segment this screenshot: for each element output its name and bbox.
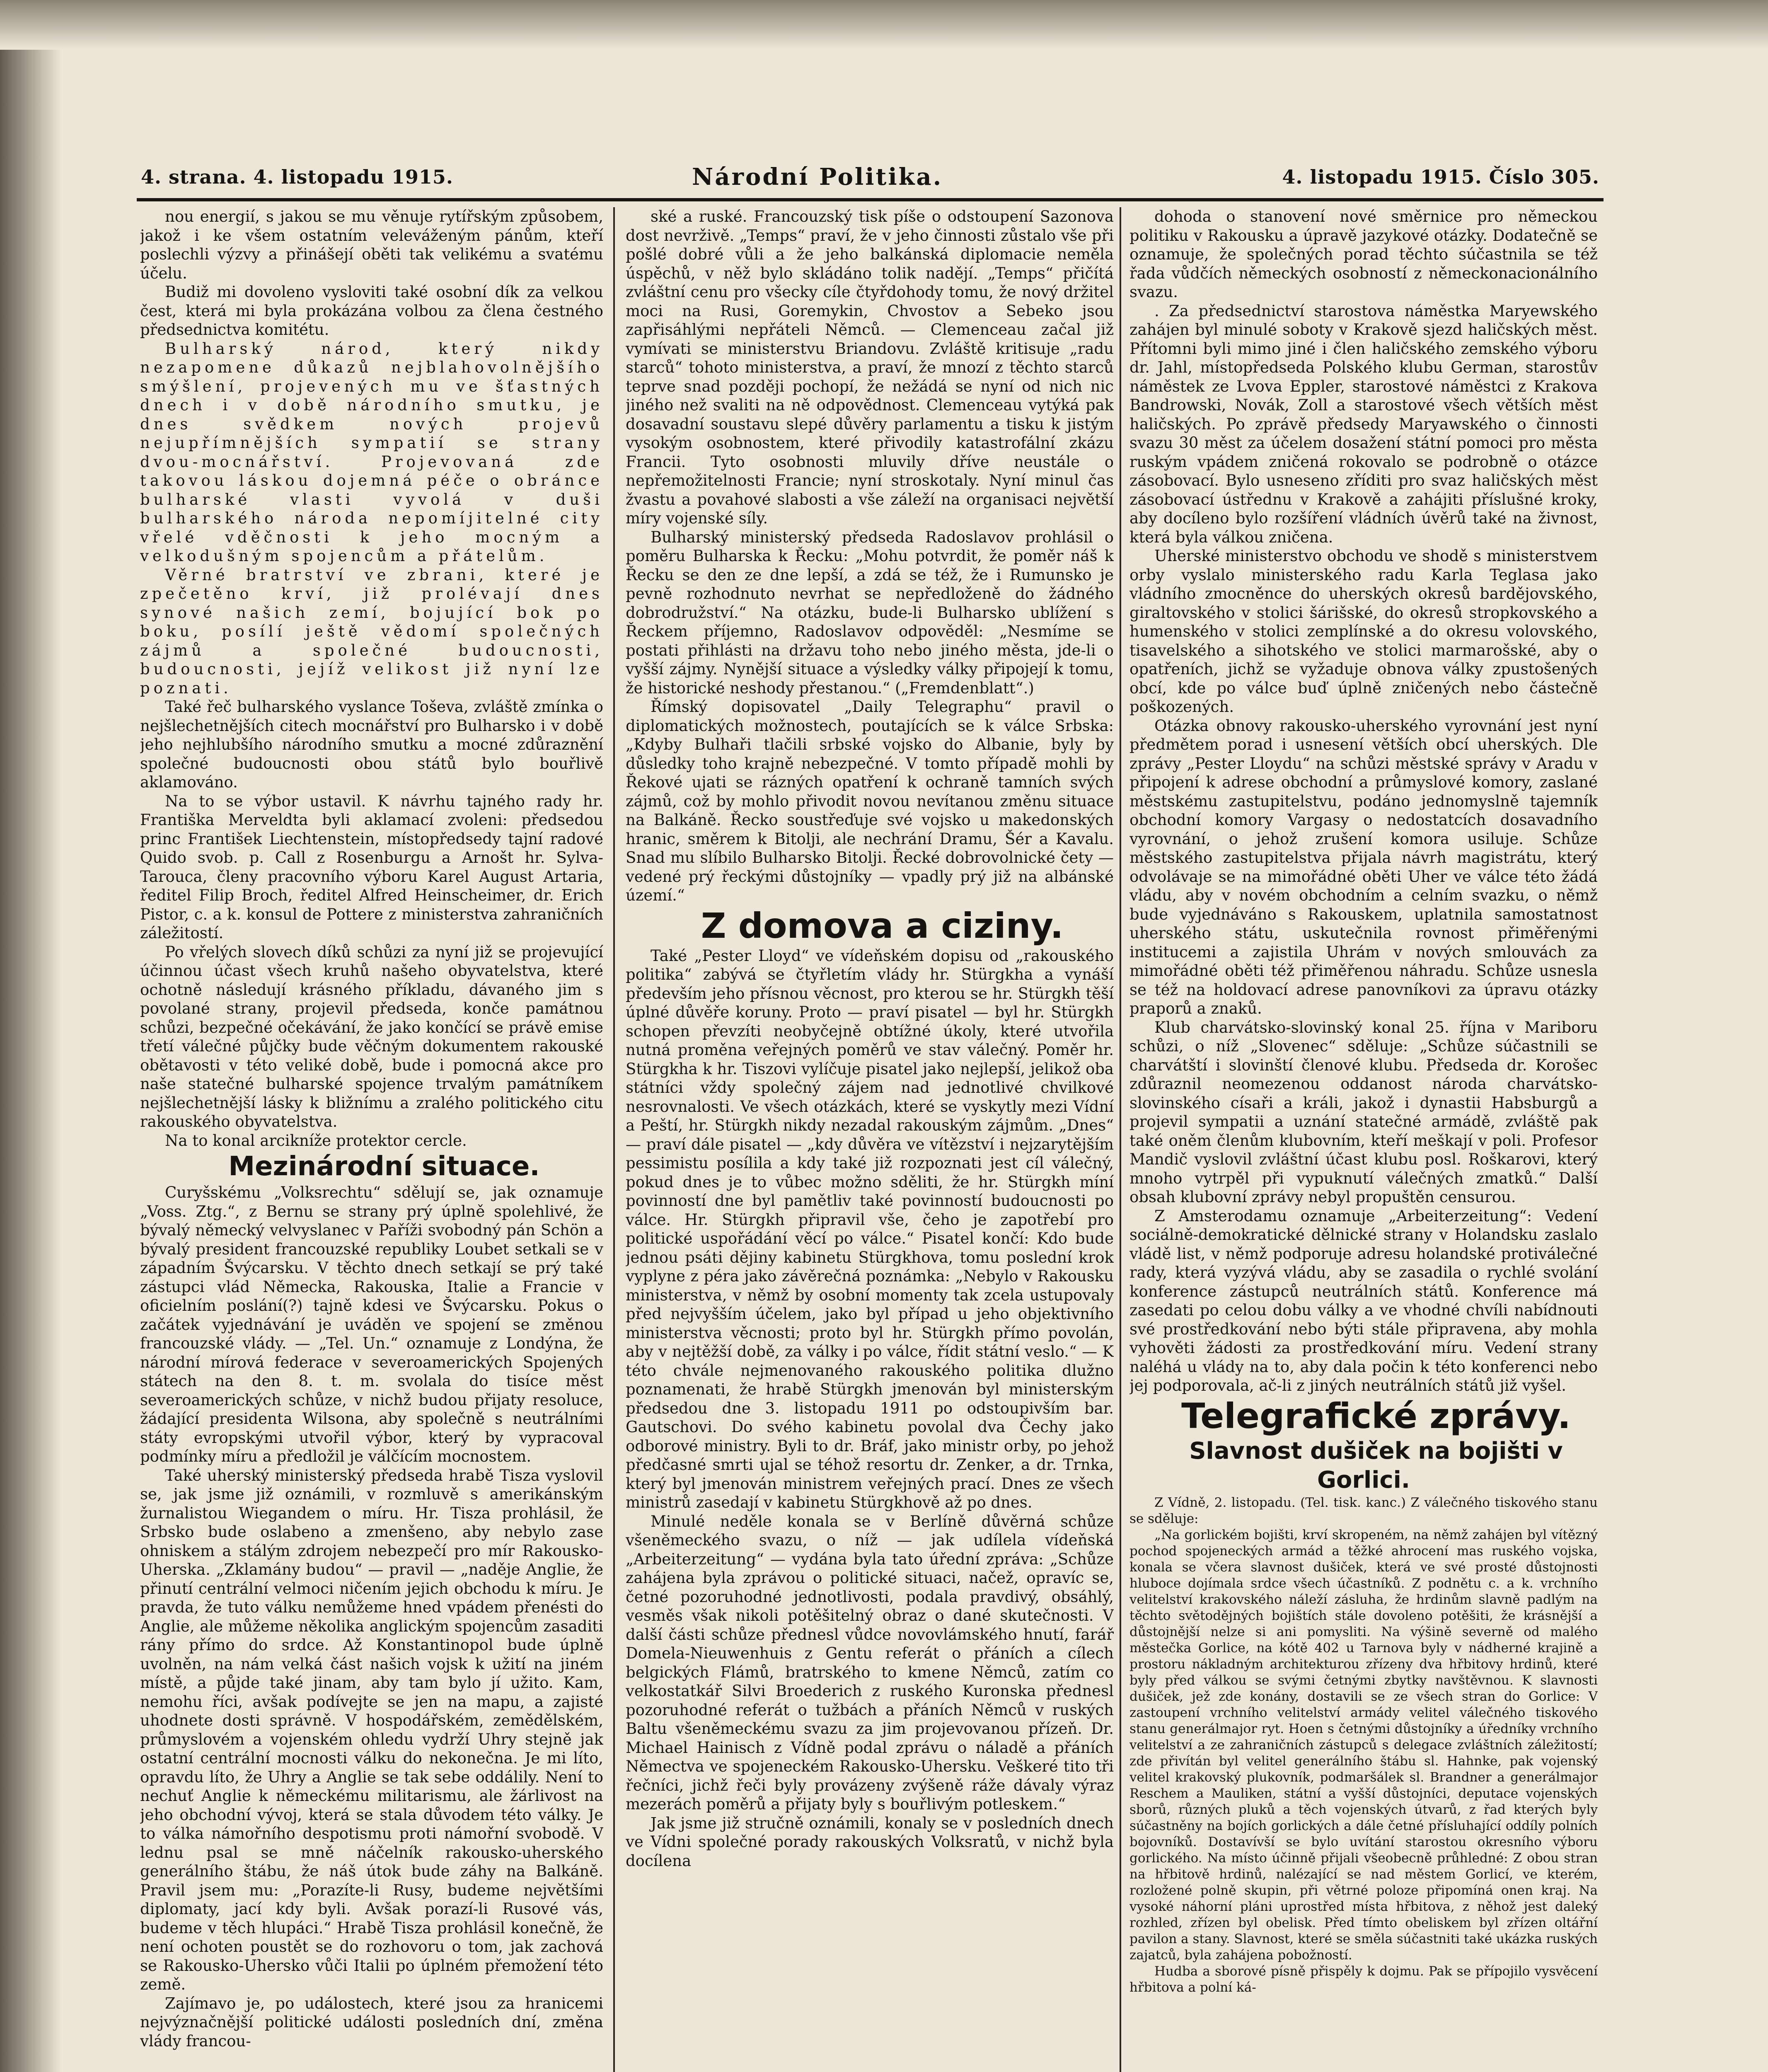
section-heading-domestic: Z domova a ciziny. [701,905,1064,946]
header-issue-number: 4. listopadu 1915. Číslo 305. [1282,166,1599,188]
paragraph: Otázka obnovy rakousko-uherského vyrovnání jest nyní předmětem porad i usnesení větších obcí uherských. Dle zprávy „Pester Lloydu“ na schůzi městské správy v Aradu v připojení k adrese obchodní a průmyslové komory, zaslané městskému zastupitelstvu, podáno jednomyslně tajemník obchodní komory Vargasy o nedostatcích dosavadního vyrovnání, o jehož zrušení komora usiluje. Schůze městského zastupitelstva přijala návrh magistrátu, který odvolávaje se na mimořádné oběti Uher ve válce této žádá vládu, aby v novém obchodním a celním svazku, o němž bude vyjednáváno s Rakouskem, uplatnila samostatnost uherského státu, uskutečnila rovnost přiměřenými institucemi a zajistila Uhrám v nových smlouvách za mimořádné oběti též přiměřenou náhradu. Schůze usnesla se též na holdovací adrese panovníkovi za úpravu otázky praporů a znaků. [1129,716,1598,1017]
paragraph: Budiž mi dovoleno vysloviti také osobní dík za velkou čest, která mi byla prokázána volbou za člena čestného předsednictva komitétu. [140,283,603,339]
paragraph: Uherské ministerstvo obchodu ve shodě s ministerstvem orby vyslalo ministerského radu Karla Teglasa jako vládního zmocněnce do uherských okresů bardějovského, giraltovského v stolici šárišské, do okresů stropkovského a humenského v stolici zemplínské a do okresu volovského, tisavelského a sihotského ve stolici marmarošské, aby o opatřeních, jichž se vyžaduje obnova války zpustošených obcí, kde po válce buď úplně zničených nebo částečně poškozených. [1129,547,1598,716]
column-rule-1 [613,207,615,2072]
header-rule [137,198,1604,201]
column-1 [140,207,603,2072]
header-page-date: 4. strana. 4. listopadu 1915. [141,166,453,188]
column-rule-2 [1120,207,1121,2072]
article-subheading: Slavnost dušiček na bojišti v Gorlici. [1189,1437,1563,1493]
masthead-title: Národní Politika. [692,163,943,191]
page-edge-shadow [0,0,62,2072]
paragraph: nou energií, s jakou se mu věnuje rytířským způsobem, jakož i ke všem ostatním veleváženým pánům, kteří poslechli výzvy a přinášejí oběti tak velikému a svatému účelu. [140,208,603,282]
dateline: Z Vídně, 2. listopadu. (Tel. tisk. kanc.) Z válečného tiskového stanu se sděluje: [1129,1495,1598,1526]
paragraph: Zajímavo je, po událostech, které jsou za hranicemi nejvýznačnější politické události posledních dní, změna vlády francou- [140,1994,603,2050]
paragraph: „Na gorlickém bojišti, krví skropeném, na němž zahájen byl vítězný pochod spojeneckých armád a těžké ahrocení mas ruského vojska, konala se včera slavnost dušiček, která ve své prosté důstojnosti hluboce dojímala srdce všech účastníků. Z podnětu c. a k. vrchního velitelství krakovského náleží zásluha, že hrdinům slavně padlým na těchto světodějných bojištích stále dovoleno potěšiti, že krásnější a důstojnější nelze si ani pomysliti. Na výšině severně od malého městečka Gorlice, na kótě 402 u Tarnova byly v nádherné krajině a prostoru nákladným architekturou zřízeny dva hřbitovy hrdinů, které byly před válkou se svými četnými zbytky navštěvnou. K slavnosti dušiček, jež zde konány, dostavili se ze všech stran do Gorlice: V zastoupení vrchního velitelství armády velitel válečného tiskového stanu generálmajor ryt. Hoen s četnými důstojníky a úředníky vrchního velitelství a ze zahraničních zástupců s delegace zvláštních záležitostí; zde přivítán byl velitel generálního štábu sl. Hahnke, pak vojenský velitel krakovský plukovník, podmaršálek sl. Brandner a generálmajor Reschem a Mauliken, státní a vyšší důstojníci, deputace vojenských sborů, různých pluků a těch vojenských útvarů, z řad kterých byly súčastněny na bojích gorlických a dále četné přísluhající oddíly polních bojovníků. Dostavívší se bylo uvítání starostou okresního výboru gorlického. Na místo účinně přijali všeobecně průhledné: Z obou stran na hřbitově hrdinů, nalézající se nad městem Gorlicí, ve kterém, rozložené polně skupin, při větrné poloze připomíná onen kraj. Na vysoké náhorní pláni uprostřed místa hřbitova, z něhož jest daleký rozhled, zřízen byl obelisk. Před tímto obeliskem byl zřízen oltářní pavilon a stany. Slavnost, které se směla súčastniti také ukázka ruských zajatců, byla zahájena pobožností. [1129,1527,1598,1963]
running-header [141,162,1599,195]
paragraph: Klub charvátsko-slovinský konal 25. října v Mariboru schůzi, o níž „Slovenec“ sděluje: „Schůze súčastnili se charvátští i slovinští členové klubu. Předseda dr. Korošec zdůraznil neomezenou oddanost národa charvátsko-slovinského císaři a králi, jakož i dynastii Habsburgů a projevil sympatii a uznání statečné armádě, zvláště pak také oněm členům klubovním, kteří meškají v poli. Profesor Mandič vyslovil zvláštní účast klubu posl. Roškarovi, který mnoho vytrpěl při vypuknutí válečných zmatků.“ Další obsah klubovní zprávy nebyl propuštěn censurou. [1129,1018,1598,1206]
paragraph: Bulharský národ, který nikdy nezapomene důkazů nejblahovolnějšího smýšlení, projevených mu ve šťastných dnech i v době národního smutku, je dnes svědkem nových projevů nejupřímnějších sympatií se strany dvou-mocnářství. Projevovaná zde takovou láskou dojemná péče o obránce bulharské vlasti vyvolá v duši bulharského národa nepomíjitelné city vřelé vděčnosti k jeho mocným a velkodušným spojencům a přátelům. [140,339,603,565]
paragraph: Také řeč bulharského vyslance Toševa, zvláště zmínka o nejšlechetnějších citech mocnářství pro Bulharsko i v době jeho nejhlubšího národního smutku a mocné zdůraznění společné budoucnosti obou států bylo bouřlivě aklamováno. [140,698,603,791]
paragraph: Hudba a sborové písně přispěly k dojmu. Pak se přípojilo vysvěcení hřbitova a polní ká- [1129,1963,1598,1995]
paragraph: Také „Pester Lloyd“ ve vídeňském dopisu od „rakouského politika“ zabývá se čtyřletím vlády hr. Stürgkha a vynáší především jeho přísnou věcnost, pro kterou se hr. Stürgkh těší úplné důvěře koruny. Proto — praví pisatel — byl hr. Stürgkh schopen převzíti neobyčejně obtížné úkoly, které utvořila nutná proměna veřejných poměrů ve stav válečný. Poměr hr. Stürgkha k hr. Tiszovi vylíčuje pisatel jako nejlepší, jelikož oba státníci vždy společný zájem nad jednotlivé chvilkové nesrovnalosti. Ve všech otázkách, které se vyskytly mezi Vídní a Peští, hr. Stürgkh nikdy nezadal rakouským zájmům. „Dnes“ — praví dále pisatel — „kdy důvěra ve vítězství i nejzarytějším pessimistu posílila a kdy také již rozpoznati jest cíl válečný, pokud dnes je to vůbec možno sděliti, že hr. Stürgkh míní povinností dne byl pamětliv také povinností budoucnosti po válce. Hr. Stürgkh připravil vše, čeho je zapotřebí pro politické uspořádání věcí po válce.“ Pisatel končí: Kdo bude jednou psáti dějiny kabinetu Stürgkhova, tomu poslední krok vyplyne z péra jako závěrečná poznámka: „Nebylo v Rakousku ministerstva, v němž by osobní momenty tak zcela ustupovaly před nejvyšším účelem, jako byl případ u jeho objektivního ministerstva věcnosti; proto byl hr. Stürgkh přímo povolán, aby v nejtěžší době, za války i po válce, řídit státní veslo.“ — K této chvále nejmenovaného rakouského politika dlužno poznamenati, že hrabě Stürgkh jmenován byl ministerským předsedou dne 3. listopadu 1911 po odstoupivším bar. Gautschovi. Do svého kabinetu povolal dva Čechy jako odborové ministry. Byli to dr. Bráf, jako ministr orby, po jehož předčasné smrti ujal se téhož resortu dr. Zenker, a dr. Trnka, který byl jmenován ministrem veřejných prací. Dnes ze všech ministrů zasedají v kabinetu Stürgkhově až po dnes. [626,946,1114,1511]
paragraph: Minulé neděle konala se v Berlíně důvěrná schůze všeněmeckého svazu, o níž — jak udílela vídeňská „Arbeiterzeitung“ — vydána byla tato úřední zpráva: „Schůze zahájena byla zprávou o politické situaci, načež, opravíc se, četné pozoruhodné jednotlivosti, podala pravdivý, obsáhlý, vesměs však nikoli potěšitelný obraz o dané skutečnosti. V další části schůze přednesl vůdce novovlámského hnutí, farář Domela-Nieuwenhuis z Gentu referát o přáních a cílech belgických Flámů, bratrského to kmene Němců, zatím co velkostatkář Silvi Broederich z ruského Kuronska přednesl pozoruhodné referát o tužbách a přáních Němců v ruských Baltu všeněmeckému svazu za jim projevovanou přízeň. Dr. Michael Hainisch z Vídně podal zprávu o náladě a přáních Němectva ve spojeneckém Rakousko-Uhersku. Veškeré tito tři řečníci, jichž řeči byly provázeny zvýšeně ráže dávaly výraz mezerách poměrů a přijaty byly s bouřlivým potleskem.“ [626,1512,1114,1813]
paragraph: Z Amsterodamu oznamuje „Arbeiterzeitung“: Vedení sociálně-demokratické dělnické strany v Holandsku zaslalo vládě list, v němž podporuje adresu holandské protiválečné rady, která vyzývá vládu, aby se zasadila o rychlé svolání konference zástupců neutrálních států. Konference má zasedati po celou dobu války a ve vhodné chvíli nabídnouti své prostředkování nebo býti stále připravena, aby mohla vyhověti žádosti za prostředkování míru. Vedení strany naléhá u vlády na to, aby dala počin k této konferenci nebo jej podporovala, ač-li z jiných neutrálních států již vyšel. [1129,1207,1598,1394]
paragraph: Také uherský ministerský předseda hrabě Tisza vyslovil se, jak jsme již oznámili, v rozmluvě s amerikánským žurnalistou Wiegandem o míru. Hr. Tisza prohlásil, že Srbsko bude oslabeno a zmenšeno, aby nebylo zase ohniskem a stálým zdrojem nebezpečí pro mír Rakousko-Uherska. „Zklamány budou“ — pravil — „naděje Anglie, že přinutí centrální velmoci ničením jejich obchodu k míru. Je pravda, že tuto válku nemůžeme hned vpádem přenésti do Anglie, ale můžeme několika anglickým spojencům zasaditi rány přímo do srdce. Až Konstantinopol bude úplně uvolněn, na nám velká část našich vojsk k užití na jiném místě, a půjde také jinam, aby tam bylo jí užito. Kam, nemohu říci, avšak podívejte se jen na mapu, a zajisté uhodnete dosti správně. V hospodářském, zemědělském, průmyslovém a vojenském ohledu vydrží Uhry stejně jak ostatní centrální mocnosti válku do nekonečna. Je mi líto, opravdu líto, že Uhry a Anglie se tak sebe oddálily. Není to nechuť Anglie k německému militarismu, ale žárlivost na jeho obchodní vývoj, která se stala důvodem této války. Je to válka námořního despotismu proti námořní svobodě. V lednu psal se mně náčelník rakousko-uherského generálního štábu, že náš útok bude záhy na Balkáně. Pravil jsem mu: „Porazíte-li Rusy, budeme největšími diplomaty, jací kdy byli. Avšak porazí-li Rusové vás, budeme v těch hlupáci.“ Hrabě Tisza prohlásil konečně, že není ochoten poustět se do rozhovoru o tom, jak zachová se Rakousko-Uhersko vůči Italii po úplném přemožení této země. [140,1466,603,1993]
paragraph: . Za předsednictví starostova náměstka Maryewského zahájen byl minulé soboty v Krakově sjezd haličských měst. Přítomni byli mimo jiné i člen haličského zemského výboru dr. Jahl, místopředseda Polského klubu German, starostův náměstek ze Lvova Eppler, starostové náměstci z Krakova Bandrowski, Novák, Zoll a starostové všech větších měst haličských. Po zprávě předsedy Maryawského o činnosti svazu 30 měst za účelem dosažení státní pomoci pro města ruským vpádem zničená rokovalo se podrobně o otázce zásobovací. Bylo usneseno zříditi pro svaz haličských měst zásobovací ústřednu v Krakově a zahájiti příslušné kroky, aby docíleno bylo rozšíření vládních úvěrů také na živnost, která byla válkou zničena. [1129,302,1598,546]
section-heading-international: Mezinárodní situace. [228,1151,540,1182]
paragraph: Bulharský ministerský předseda Radoslavov prohlásil o poměru Bulharska k Řecku: „Mohu potvrdit, že poměr náš k Řecku se den ze dne lepší, a zdá se též, že i Rumunsko je pevně rozhodnuto nevrhat se nepředloženě do žádného dobrodružství.“ Na otázku, bude-li Bulharsko ublížení s Řeckem příjemno, Radoslavov odpověděl: „Nesmíme se postati přihlásti na državu toho nebo jiného města, jde-li o vyšší zájmy. Nynější situace a výsledky války připojejí k tomu, že historické neshody přestanou.“ („Fremdenblatt“.) [626,528,1114,697]
paragraph: Curyšskému „Volksrechtu“ sdělují se, jak oznamuje „Voss. Ztg.“, z Bernu se strany prý úplně spolehlivé, že bývalý německý velvyslanec v Paříži svobodný pán Schön a bývalý president francouzské republiky Loubet setkali se v západním Švýcarsku. V těchto dnech setkají se prý také zástupci vlád Německa, Rakouska, Italie a Francie v oficielním poslání(?) tajně kdesi ve Švýcarsku. Pokus o začátek vyjednávání je uváděn ve spojení se změnou francouzské vlády. — „Tel. Un.“ oznamuje z Londýna, že národní mírová federace v severoamerických Spojených státech na den 8. t. m. svolala do tisíce měst severoamerických schůze, v nichž budou přijaty resoluce, žádající presidenta Wilsona, aby společně s neutrálními státy evropskými utvořil výbor, který by vypracoval podmínky míru a předložil je válčícím mocnostem. [140,1184,603,1465]
column-2 [626,207,1114,2072]
paragraph: ské a ruské. Francouzský tisk píše o odstoupení Sazonova dost nevrživě. „Temps“ praví, že v jeho činnosti zůstalo vše při pošlé dobré vůli a že jeho balkánská diplomacie neměla úspěchů, v něž bylo skládáno tolik nadějí. „Temps“ přičítá zvláštní cenu pro všecky cíle čtyřdohody tomu, že nový držitel moci na Rusi, Goremykin, Chvostov a Sebeko jsou zapřisáhlými nepřáteli Němců. — Clemenceau začal již vymívati se ministerstvu Briandovu. Zvláště kritisuje „radu starců“ tohoto ministerstva, a praví, že mnozí z těchto starců teprve snad později pochopí, že nežádá se nyní od nich nic jiného než svaliti na ně odpovědnost. Clemenceau vytýká pak dosavadní soustavu slepé důvěry parlamentu a tisku k jistým vysokým osobnostem, které přivodily katastrofální zkázu Francii. Tyto osobnosti mluvily dříve neustále o nepřemožitelnosti Francie; nyní stroskotaly. Nyní minul čas žvastu a povahové slabosti a vše záleží na organisaci největší míry vojenské síly. [626,208,1114,527]
paragraph: Na to konal arcikníže protektor cercle. [165,1131,467,1150]
paragraph: Jak jsme již stručně oznámili, konaly se v posledních dnech ve Vídni společné porady rakouských Volksratů, v nichž byla docílena [626,1814,1114,1870]
paragraph: Věrné bratrství ve zbrani, které je zpečetěno krví, již prolévají dnes synové našich zemí, bojující bok po boku, posílí ještě vědomí společných zájmů a společné budoucnosti, budoucnosti, jejíž velikost již nyní lze poznati. [140,566,603,697]
page-top-shadow [0,0,1768,50]
paragraph: dohoda o stanovení nové směrnice pro německou politiku v Rakousku a úpravě jazykové otázky. Dodatečně se oznamuje, že společných porad těchto súčastnila se též řada vůdčích německých osobností z německonacionálního svazu. [1129,208,1598,301]
paragraph: Po vřelých slovech díků schůzi za nyní již se projevující účinnou účast všech kruhů našeho obyvatelstva, které ochotně následují krásného příkladu, dávaného jim s povolané strany, projevil předseda, konče památnou schůzi, bezpečné očekávání, že jako končící se právě emise třetí válečné půjčky bude věčným dokumentem rakouské obětavosti v této veliké době, bude i pomocná akce pro naše statečné bulharské spojence trvalým památníkem nejšlechetnější lásky k bližnímu a zralého politického citu rakouského obyvatelstva. [140,943,603,1130]
paragraph: Na to se výbor ustavil. K návrhu tajného rady hr. Františka Merveldta byli aklamací zvoleni: předsedou princ František Liechtenstein, místopředsedy tajní radové Quido svob. p. Call z Rosenburgu a Arnošt hr. Sylva-Tarouca, členy pracovního výboru Karel August Artaria, ředitel Filip Broch, ředitel Alfred Heinscheimer, dr. Erich Pistor, c. a k. konsul de Pottere z ministerstva zahraničních záležitostí. [140,792,603,942]
paragraph: Římský dopisovatel „Daily Telegraphu“ pravil o diplomatických možnostech, poutajících se k válce Srbska: „Kdyby Bulhaři tlačili srbské vojsko do Albanie, byly by důsledky toho krajně nebezpečné. V tomto případě mohli by Řekové ujati se rázných opatření k ochraně tamních svých zájmů, což by mohlo přivodit novou nevítanou změnu situace na Balkáně. Řecko soustřeďuje své vojsko u makedonských hranic, směrem k Bitolji, ale nechrání Dramu, Šér a Kavalu. Snad mu slíbilo Bulharsko Bitolji. Řecké dobrovolnické čety — vedené prý řeckými důstojníky — vpadly prý již na albánské území.“ [626,698,1114,904]
section-heading-telegraphic: Telegrafické zprávy. [1181,1395,1571,1436]
column-3 [1129,207,1598,2072]
